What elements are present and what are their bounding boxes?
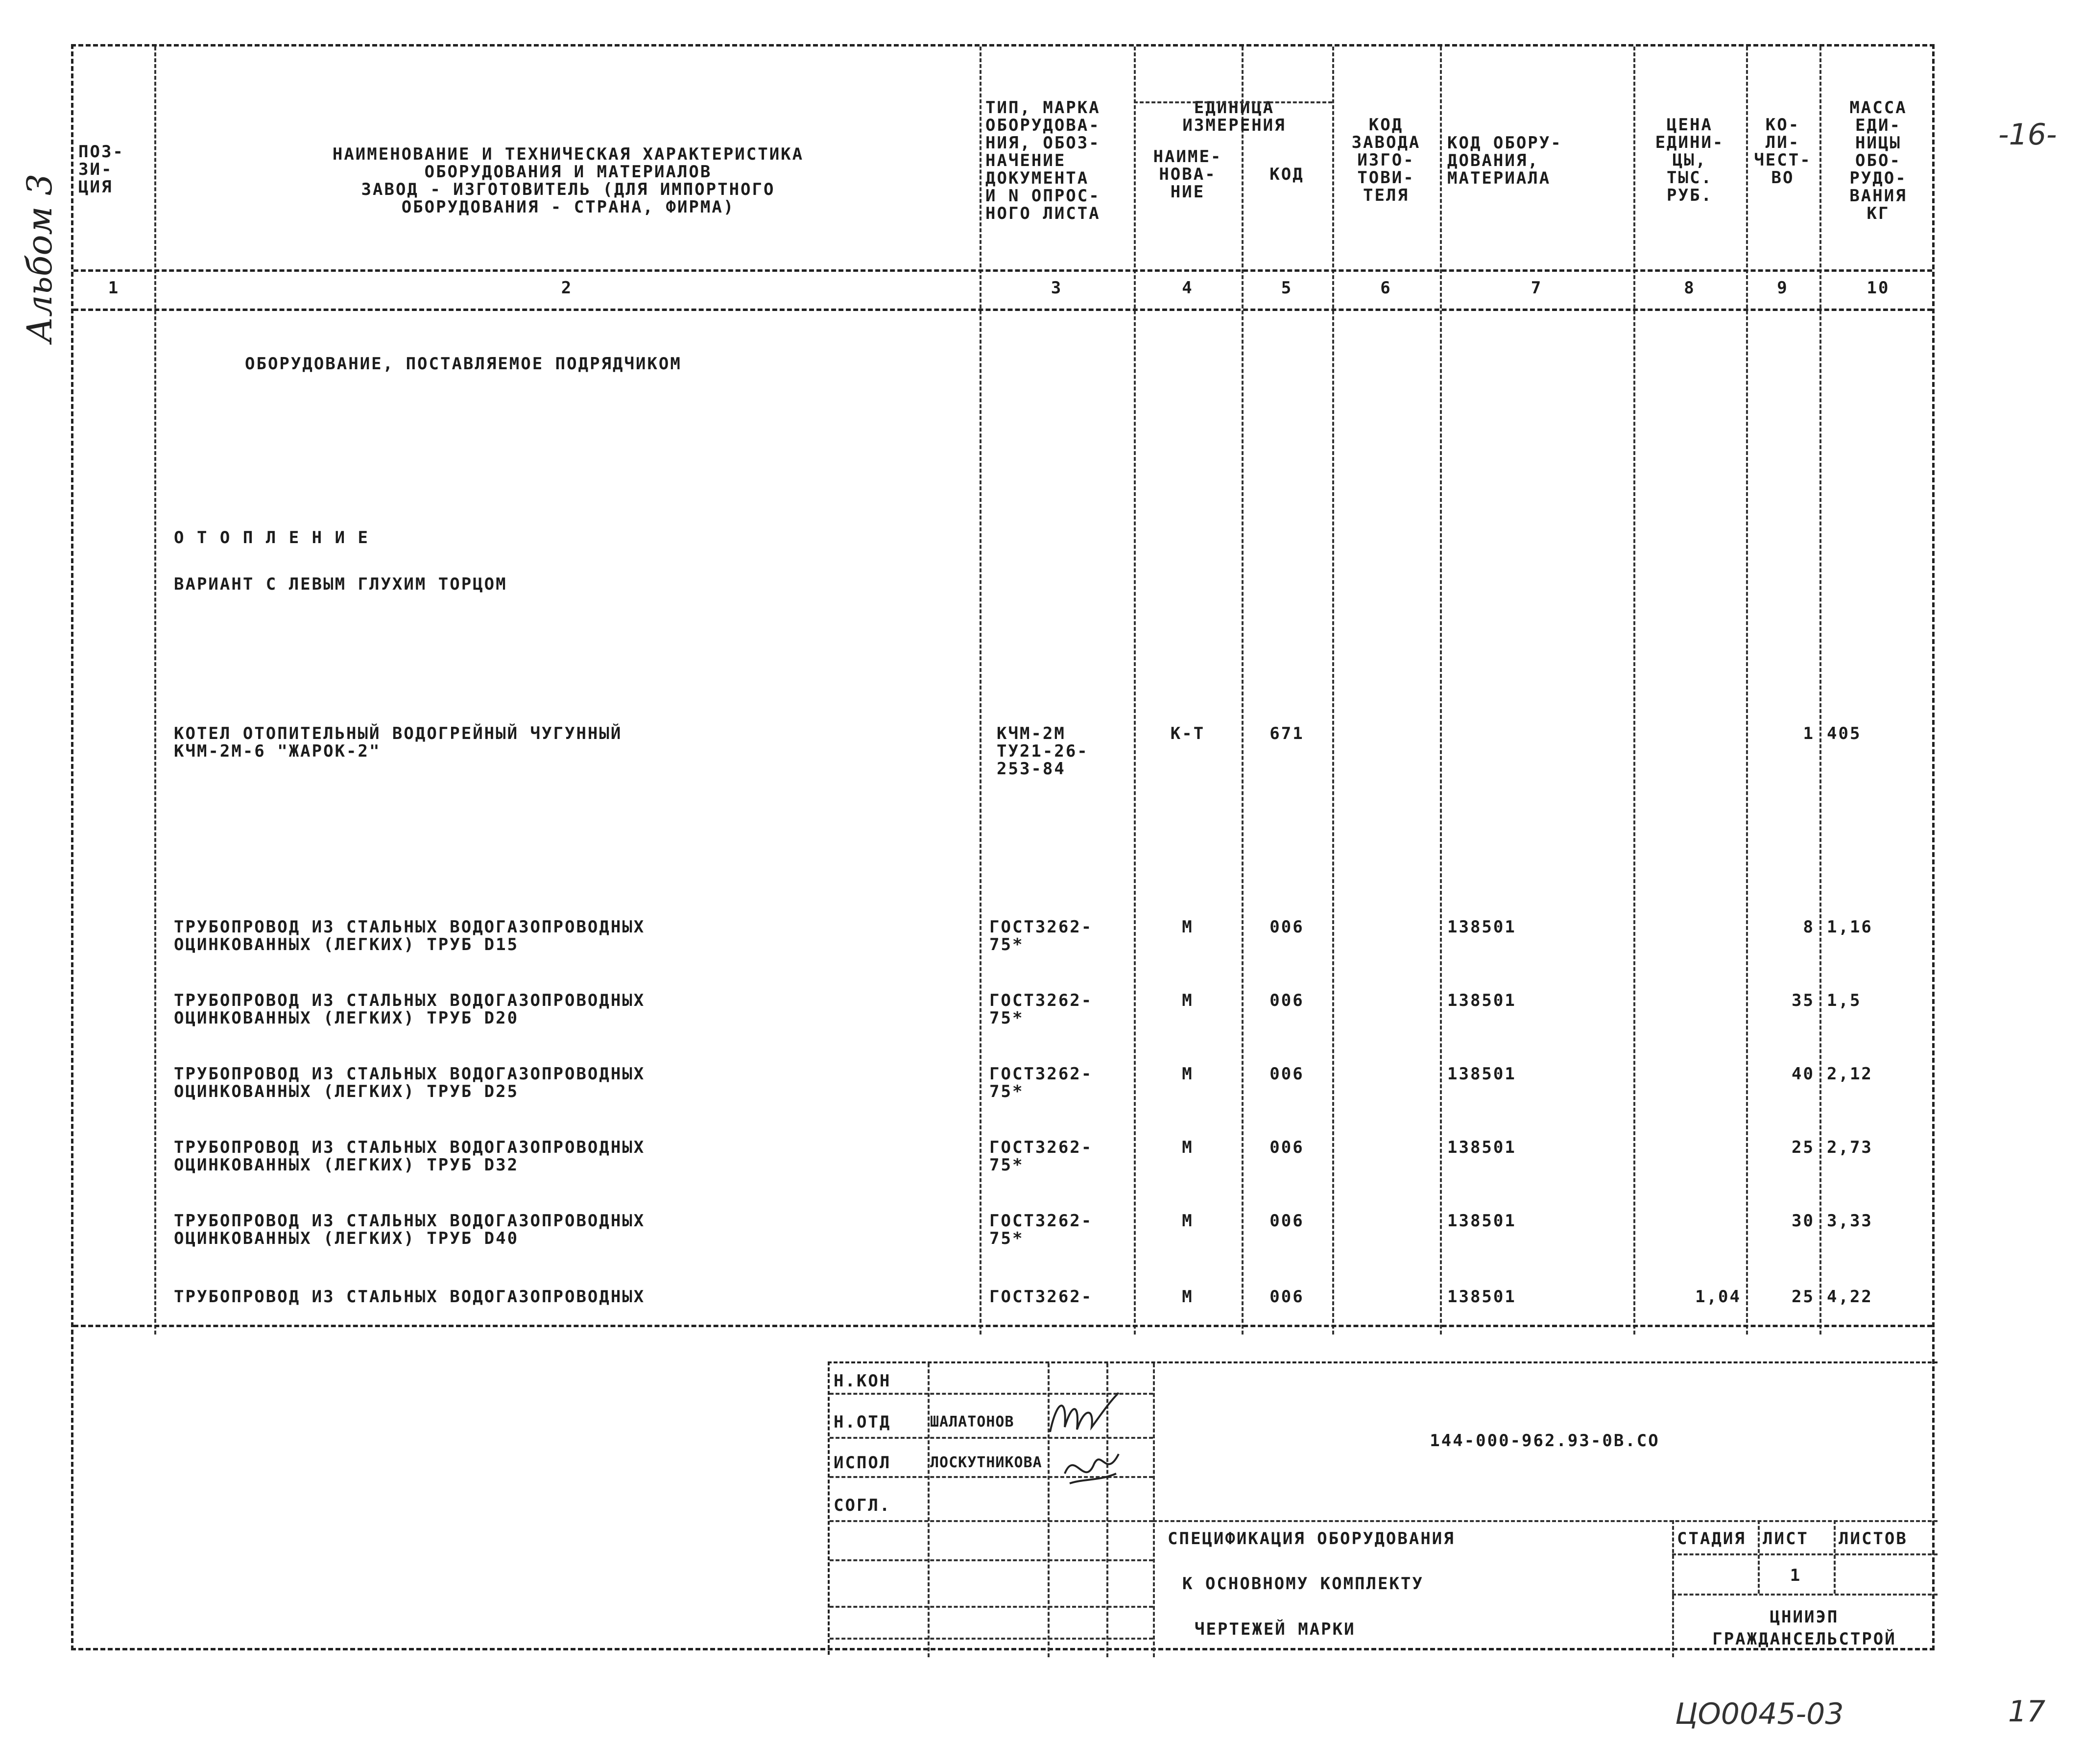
sheets-head: ЛИСТОВ [1839,1529,1908,1549]
table-row-qty: 25 [1792,1138,1815,1157]
colnum: 7 [1531,278,1543,298]
table-row-mcode: 138501 [1447,1138,1516,1157]
table-row-type: ГОСТ3262- 75* [989,991,1093,1028]
table-row-type: КЧМ-2М ТУ21-26- 253-84 [997,724,1089,779]
stamp-name: ЛОСКУТНИКОВА [930,1454,1042,1471]
table-row-name: ТРУБОПРОВОД ИЗ СТАЛЬНЫХ ВОДОГАЗОПРОВОДНЫХ ОЦИНКОВАННЫХ (ЛЕГКИХ) ТРУБ D40 [174,1211,646,1248]
spec-sheet [71,44,1935,1650]
stamp-role: Н.КОН [834,1371,891,1391]
stamp-sep [1153,1363,1155,1657]
table-row-name: ТРУБОПРОВОД ИЗ СТАЛЬНЫХ ВОДОГАЗОПРОВОДНЫХ ОЦИНКОВАННЫХ (ЛЕГКИХ) ТРУБ D15 [174,917,646,954]
table-row-unit: М [1182,1211,1194,1231]
table-row-mcode: 138501 [1447,991,1516,1010]
table-row-mcode: 138501 [1447,1064,1516,1084]
stamp-sep [928,1363,930,1657]
table-row-mass: 3,33 [1827,1211,1873,1231]
hdr-c3: ТИП, МАРКА ОБОРУДОВА- НИЯ, ОБОЗ- НАЧЕНИЕ ДОКУМЕНТА И N ОПРОС- НОГО ЛИСТА [985,98,1101,223]
stamp-sep [1834,1520,1836,1594]
section-variant: ВАРИАНТ С ЛЕВЫМ ГЛУХИМ ТОРЦОМ [174,574,507,594]
stamp-name: ШАЛАТОНОВ [930,1413,1014,1430]
page-mark-top: -16- [1998,118,2057,152]
colnum: 9 [1777,278,1789,298]
table-row-code: 006 [1269,1138,1304,1157]
colnum: 1 [108,278,120,298]
hdr-c6: КОД ЗАВОДА ИЗГО- ТОВИ- ТЕЛЯ [1351,115,1421,205]
table-row-mass: 4,22 [1827,1287,1873,1307]
table-row-qty: 40 [1792,1064,1815,1084]
table-row-unit: М [1182,1287,1194,1307]
hdr-c8: ЦЕНА ЕДИНИ- ЦЫ, ТЫС. РУБ. [1655,115,1724,205]
table-row-unit: М [1182,1138,1194,1157]
table-row-mass: 405 [1827,724,1862,743]
table-row-qty: 35 [1792,991,1815,1010]
table-row-unit: М [1182,917,1194,937]
table-row-type: ГОСТ3262- 75* [989,917,1093,954]
table-row-mcode: 138501 [1447,1287,1516,1307]
colnum: 3 [1051,278,1063,298]
hdr-c7: КОД ОБОРУ- ДОВАНИЯ, МАТЕРИАЛА [1447,133,1562,188]
table-row-name: КОТЕЛ ОТОПИТЕЛЬНЫЙ ВОДОГРЕЙНЫЙ ЧУГУННЫЙ КЧМ-2М-6 "ЖАРОК-2" [174,724,622,761]
table-row-qty: 25 [1792,1287,1815,1307]
spec-title: К ОСНОВНОМУ КОМПЛЕКТУ [1182,1574,1424,1594]
stamp-line [830,1638,1153,1640]
colnum: 5 [1281,278,1293,298]
signature-scribble [1060,1444,1124,1493]
colnum: 2 [561,278,573,298]
page-number: 17 [2008,1694,2046,1729]
table-row-unit: К-Т [1170,724,1205,743]
org-name: ГРАЖДАНСЕЛЬСТРОЙ [1712,1629,1896,1649]
table-row-price: 1,04 [1695,1287,1741,1307]
table-row-code: 671 [1269,724,1304,743]
hdr-c9: КО- ЛИ- ЧЕСТ- ВО [1754,115,1812,188]
colnum: 10 [1867,278,1890,298]
table-row-qty: 1 [1803,724,1815,743]
stamp-line [1672,1594,1938,1596]
signature-scribble [1045,1388,1124,1442]
table-row-mass: 1,5 [1827,991,1862,1010]
table-row-name: ТРУБОПРОВОД ИЗ СТАЛЬНЫХ ВОДОГАЗОПРОВОДНЫХ ОЦИНКОВАННЫХ (ЛЕГКИХ) ТРУБ D20 [174,991,646,1028]
colnum: 4 [1182,278,1194,298]
table-row-unit: М [1182,1064,1194,1084]
table-row-code: 006 [1269,991,1304,1010]
hdr-c2: НАИМЕНОВАНИЕ И ТЕХНИЧЕСКАЯ ХАРАКТЕРИСТИКА ОБОРУДОВАНИЯ И МАТЕРИАЛОВ ЗАВОД - ИЗГОТОВИТЕЛЬ (ДЛЯ ИМПОРТНОГО ОБОРУДОВАНИЯ - СТРАНА, ФИРМА) [332,144,804,217]
table-row-mcode: 138501 [1447,917,1516,937]
title-block [828,1361,1938,1655]
stamp-line [1672,1553,1938,1555]
stamp-line [1153,1520,1938,1522]
spec-title: ЧЕРТЕЖЕЙ МАРКИ [1195,1620,1356,1639]
colnum: 6 [1380,278,1392,298]
table-row-qty: 30 [1792,1211,1815,1231]
section-heating: О Т О П Л Е Н И Е [174,528,369,548]
sheet-value: 1 [1790,1566,1802,1585]
table-bottom-line [73,1325,1932,1327]
hdr-c4: НАИМЕ- НОВА- НИЕ [1153,147,1222,202]
table-row-type: ГОСТ3262- 75* [989,1138,1093,1175]
org-name: ЦНИИЭП [1770,1607,1839,1627]
table-row-code: 006 [1269,917,1304,937]
table-row-type: ГОСТ3262- [989,1287,1093,1307]
stamp-line [830,1520,1153,1522]
stamp-line [830,1559,1153,1561]
column-numbers [73,269,1932,311]
table-row-mass: 1,16 [1827,917,1873,937]
table-row-code: 006 [1269,1211,1304,1231]
table-row-code: 006 [1269,1064,1304,1084]
table-row-type: ГОСТ3262- 75* [989,1064,1093,1101]
sheet-head: ЛИСТ [1763,1529,1809,1549]
stage-head: СТАДИЯ [1677,1529,1746,1549]
colnum: 8 [1684,278,1696,298]
stamp-role: Н.ОТД [834,1412,891,1432]
section-contractor: ОБОРУДОВАНИЕ, ПОСТАВЛЯЕМОЕ ПОДРЯДЧИКОМ [245,354,682,374]
stamp-line [830,1606,1153,1608]
stamp-role: ИСПОЛ [834,1453,891,1473]
table-row-name: ТРУБОПРОВОД ИЗ СТАЛЬНЫХ ВОДОГАЗОПРОВОДНЫХ ОЦИНКОВАННЫХ (ЛЕГКИХ) ТРУБ D25 [174,1064,646,1101]
table-row-type: ГОСТ3262- 75* [989,1211,1093,1248]
spec-title: СПЕЦИФИКАЦИЯ ОБОРУДОВАНИЯ [1168,1529,1455,1549]
hdr-c45-top: ЕДИНИЦА ИЗМЕРЕНИЯ [1182,98,1286,135]
table-row-qty: 8 [1803,917,1815,937]
hdr-unit-divider [1134,101,1332,103]
table-row-mass: 2,73 [1827,1138,1873,1157]
table-row-mcode: 138501 [1447,1211,1516,1231]
hdr-c10: МАССА ЕДИ- НИЦЫ ОБО- РУДО- ВАНИЯ КГ [1849,98,1907,223]
album-label: Альбом 3 [20,173,60,343]
stamp-role: СОГЛ. [834,1496,891,1515]
handwritten-doc-code: ЦО0045-03 [1675,1697,1844,1731]
hdr-c5: КОД [1269,165,1304,184]
table-row-name: ТРУБОПРОВОД ИЗ СТАЛЬНЫХ ВОДОГАЗОПРОВОДНЫХ [174,1287,646,1307]
table-header [73,47,1932,272]
hdr-c1: ПОЗ- ЗИ- ЦИЯ [78,142,124,197]
table-row-code: 006 [1269,1287,1304,1307]
table-row-name: ТРУБОПРОВОД ИЗ СТАЛЬНЫХ ВОДОГАЗОПРОВОДНЫХ ОЦИНКОВАННЫХ (ЛЕГКИХ) ТРУБ D32 [174,1138,646,1175]
doc-code: 144-000-962.93-0В.СО [1430,1431,1660,1451]
table-row-mass: 2,12 [1827,1064,1873,1084]
table-row-unit: М [1182,991,1194,1010]
